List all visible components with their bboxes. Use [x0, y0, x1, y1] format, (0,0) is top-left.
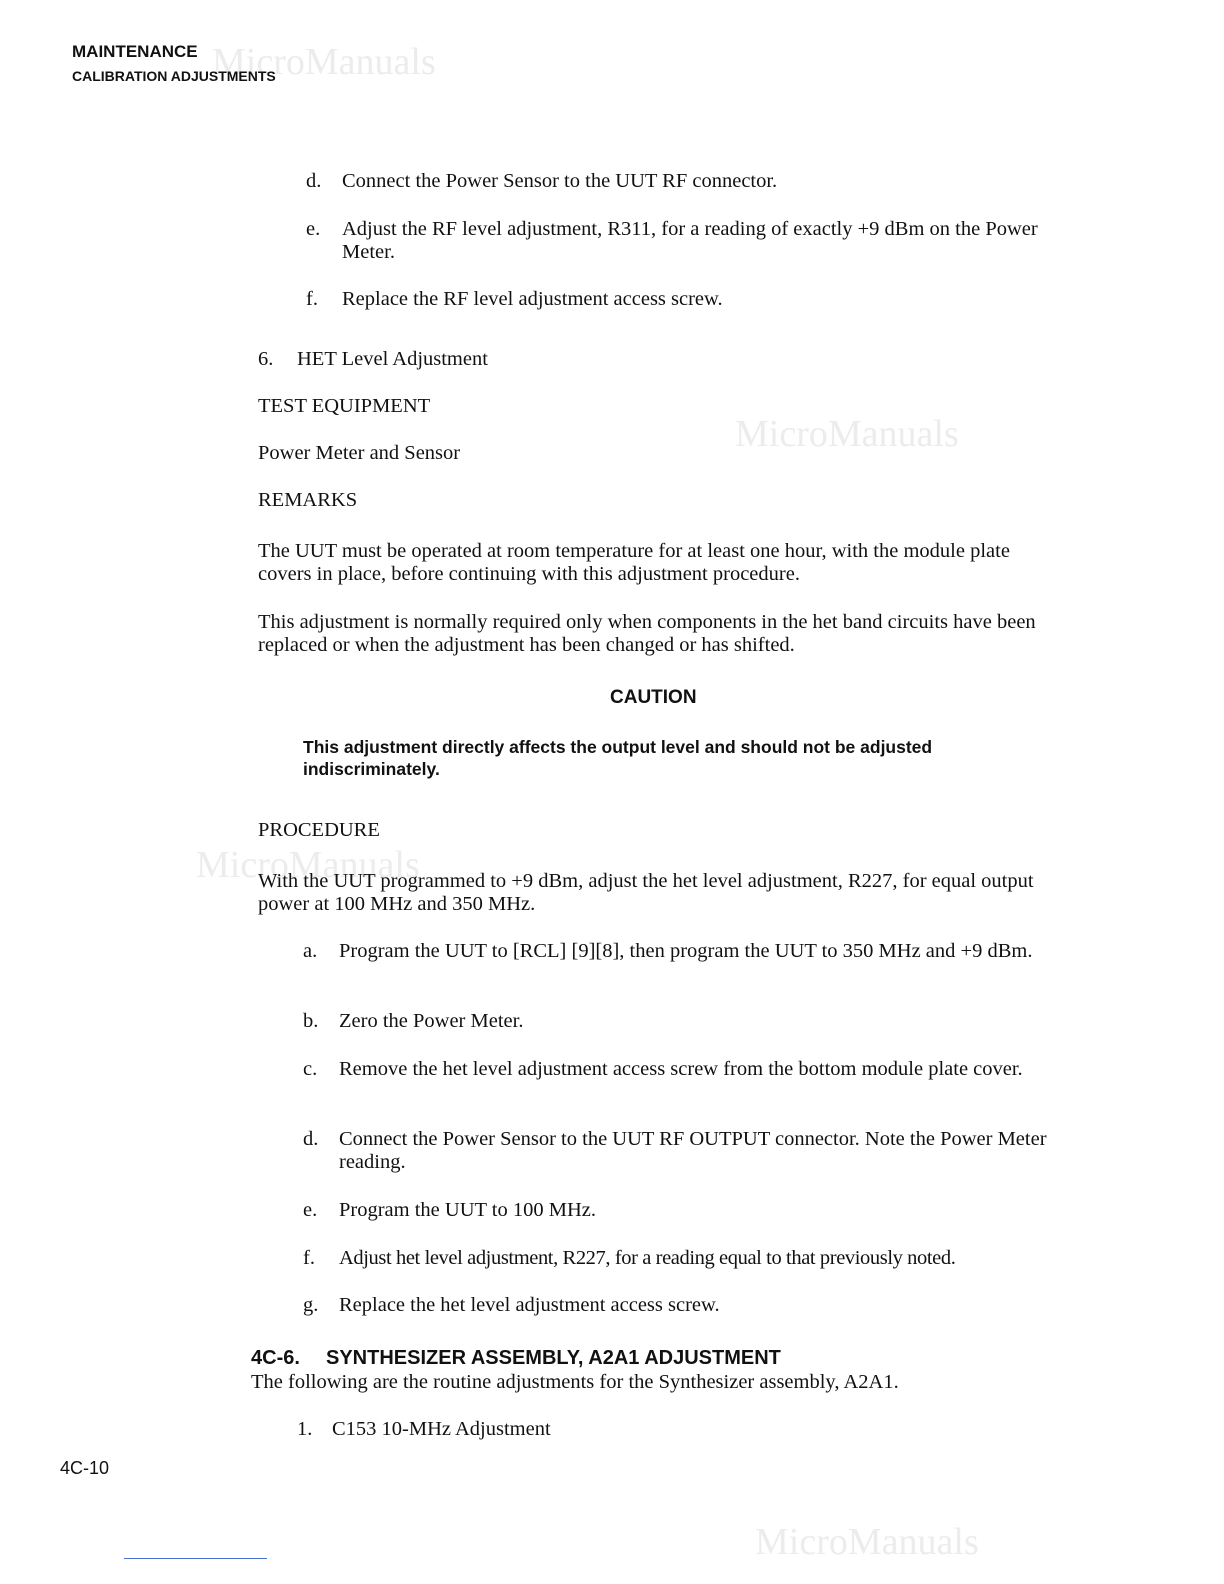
procedure-step-d — [303, 1128, 1063, 1176]
remarks-heading: REMARKS — [258, 489, 358, 511]
procedure-heading: PROCEDURE — [258, 819, 380, 841]
procedure-step-e — [303, 1199, 1063, 1223]
step-text: Replace the het level adjustment access screw. — [339, 1294, 720, 1316]
step-label: a. — [303, 940, 318, 962]
step-top-d — [306, 170, 1066, 194]
procedure-step-a — [303, 940, 1063, 988]
step-text: Connect the Power Sensor to the UUT RF connector. — [342, 170, 778, 192]
watermark: MicroManuals — [755, 1521, 979, 1563]
section-item-title: C153 10-MHz Adjustment — [332, 1418, 551, 1440]
section-item-number: 1. — [297, 1418, 313, 1440]
caution-text: This adjustment directly affects the output level and should not be adjusted indiscriminately. — [303, 737, 933, 779]
step-label: b. — [303, 1010, 319, 1032]
step-text: Program the UUT to 100 MHz. — [339, 1199, 596, 1221]
watermark: MicroManuals — [212, 41, 436, 83]
footer-rule — [124, 1558, 267, 1559]
step-text: Replace the RF level adjustment access screw. — [342, 288, 723, 310]
step-top-e — [306, 218, 1066, 266]
procedure-step-f — [303, 1247, 1063, 1271]
step-label: e. — [306, 218, 321, 240]
section-intro: The following are the routine adjustments for the Synthesizer assembly, A2A1. — [251, 1371, 899, 1393]
step-label: d. — [306, 170, 322, 192]
step-text: Adjust het level adjustment, R227, for a reading equal to that previously noted. — [339, 1247, 956, 1269]
step-label: f. — [306, 288, 318, 310]
step-text: Zero the Power Meter. — [339, 1010, 524, 1032]
running-header-subtitle: CALIBRATION ADJUSTMENTS — [72, 68, 276, 84]
step-label: e. — [303, 1199, 318, 1221]
procedure-step-c — [303, 1058, 1063, 1106]
step-text: Connect the Power Sensor to the UUT RF OUTPUT connector. Note the Power Meter reading. — [339, 1128, 1047, 1173]
watermark: MicroManuals — [735, 413, 959, 455]
step-label: g. — [303, 1294, 319, 1316]
procedure-step-g — [303, 1294, 1063, 1318]
step-label: c. — [303, 1058, 318, 1080]
step-label: f. — [303, 1247, 315, 1269]
test-equipment-value: Power Meter and Sensor — [258, 442, 461, 464]
section-number: 4C-6. — [251, 1347, 300, 1369]
step-top-f — [306, 288, 1066, 312]
page-number: 4C-10 — [60, 1458, 110, 1478]
item-title: HET Level Adjustment — [297, 348, 488, 370]
test-equipment-heading: TEST EQUIPMENT — [258, 395, 431, 417]
remarks-paragraph: This adjustment is normally required only when components in the het band circuits have been replaced or when the adjustment has been changed or has shifted. — [258, 611, 1036, 656]
step-text: Program the UUT to [RCL] [9][8], then program the UUT to 350 MHz and +9 dBm. — [339, 940, 1033, 962]
caution-title: CAUTION — [610, 687, 697, 708]
watermark: MicroManuals — [196, 844, 420, 886]
procedure-intro: With the UUT programmed to +9 dBm, adjust the het level adjustment, R227, for equal output power at 100 MHz and 350 MHz. — [258, 870, 1034, 915]
step-label: d. — [303, 1128, 319, 1150]
step-text: Adjust the RF level adjustment, R311, for a reading of exactly +9 dBm on the Power Meter. — [342, 218, 1038, 263]
item-number: 6. — [258, 348, 274, 370]
remarks-paragraph: The UUT must be operated at room temperature for at least one hour, with the module plate covers in place, before continuing with this adjustment procedure. — [258, 540, 1010, 585]
step-text: Remove the het level adjustment access screw from the bottom module plate cover. — [339, 1058, 1023, 1080]
section-title: SYNTHESIZER ASSEMBLY, A2A1 ADJUSTMENT — [326, 1347, 781, 1369]
procedure-step-b — [303, 1010, 1063, 1034]
running-header-title: MAINTENANCE — [72, 42, 198, 61]
